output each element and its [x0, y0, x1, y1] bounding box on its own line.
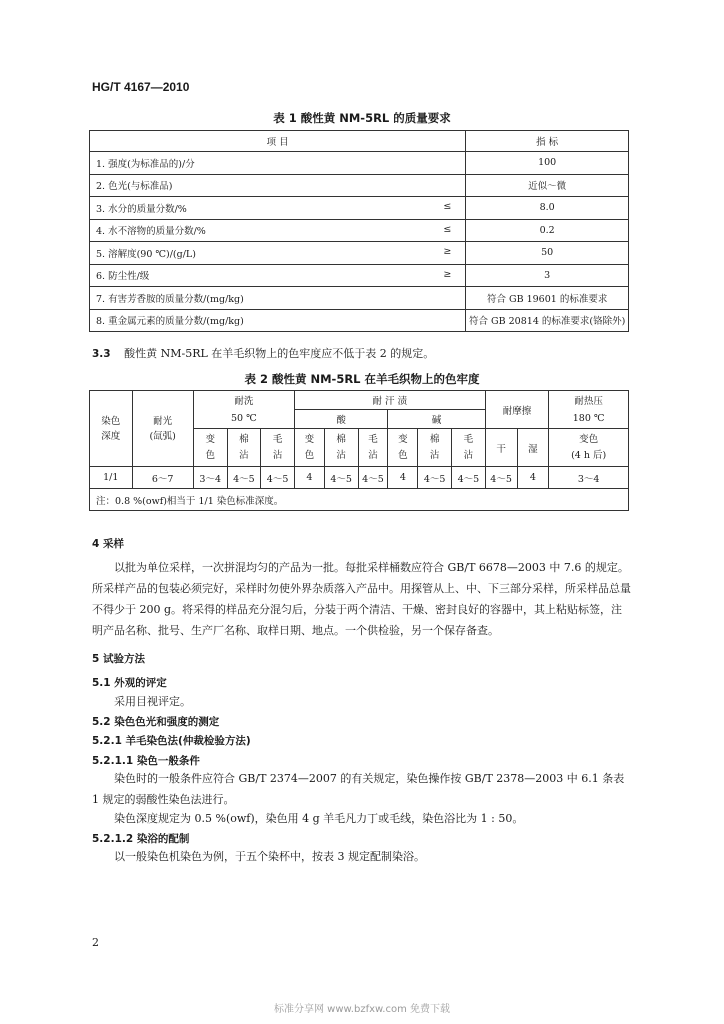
- sub-wool: 毛 沾: [452, 429, 486, 467]
- value-cell: 0.2: [466, 219, 629, 242]
- sub-dry: 干: [485, 429, 517, 467]
- item-label: 3. 水分的质量分数/%: [96, 203, 187, 215]
- table-cell: 4～5: [261, 467, 295, 489]
- table-row: [90, 467, 629, 489]
- table-row: [90, 174, 629, 197]
- section-text: 酸性黄 NM-5RL 在羊毛织物上的色牢度应不低于表 2 的规定。: [124, 347, 435, 360]
- section-number: 3.3: [92, 348, 111, 360]
- item-cell: [90, 219, 466, 242]
- table1-caption: 表 1 酸性黄 NM-5RL 的质量要求: [273, 111, 451, 125]
- value-cell: 100: [466, 152, 629, 175]
- item-cell: [90, 287, 466, 310]
- footer-watermark: 标准分享网 www.bzfxw.com 免费下载: [274, 1004, 450, 1015]
- standard-number: HG/T 4167—2010: [92, 80, 190, 94]
- value-cell: 符合 GB 20814 的标准要求(铬除外): [466, 309, 629, 332]
- sub-wool: 毛 沾: [358, 429, 388, 467]
- relation-symbol: ≤: [443, 201, 452, 212]
- sub-cotton: 棉 沾: [227, 429, 261, 467]
- section-4-paragraph: 以批为单位采样，一次拼混均匀的产品为一批。每批采样桶数应符合 GB/T 6678—2003 中 7.6 的规定。所采样产品的包装必须完好，采样时勿使外界杂质落入产品中。用探管从上、中、下三部分采样，所采样品总量不得少于 200 g。将采得的样品充分混匀后，分装于两个清洁、干燥、密封良好的容器中，其上粘贴标签，注明产品名称、批号、生产厂名称、取样日期、地点。一个供检验，另一个保存备查。: [92, 561, 631, 637]
- header-wash-temp: 50 ℃: [193, 410, 294, 429]
- sub-change: 变 色: [294, 429, 324, 467]
- item-label: 8. 重金属元素的质量分数/(mg/kg): [96, 316, 244, 328]
- table-row: [90, 242, 629, 265]
- relation-symbol: ≥: [443, 268, 452, 280]
- header-index: 指 标: [466, 131, 629, 152]
- relation-symbol: ≥: [443, 246, 452, 257]
- table-note: 注：0.8 %(owf)相当于 1/1 染色标准深度。: [90, 489, 629, 511]
- table-row: [90, 264, 629, 287]
- item-cell: [90, 242, 466, 265]
- table-cell: 4～5: [358, 467, 388, 489]
- value-cell: 50: [466, 242, 629, 265]
- item-label: 2. 色光(与标准品): [96, 181, 173, 193]
- table-cell: 3～4: [549, 467, 629, 489]
- sub-cotton: 棉 沾: [324, 429, 358, 467]
- section-5-2-1-1-paragraph: 染色时的一般条件应符合 GB/T 2374—2007 的有关规定，染色操作按 GB/T 2378—2003 中 6.1 条表 1 规定的弱酸性染色法进行。: [92, 772, 625, 806]
- item-label: 7. 有害芳香胺的质量分数/(mg/kg): [96, 293, 244, 305]
- section-3-3: [92, 345, 434, 361]
- table-cell: 4～5: [418, 467, 452, 489]
- header-light: 耐光 (氙弧): [132, 391, 193, 467]
- sub-cotton: 棉 沾: [418, 429, 452, 467]
- section-5-2-title: 5.2 染色色光和强度的测定: [92, 716, 220, 728]
- section-5-2-1-1-title: 5.2.1.1 染色一般条件: [92, 755, 200, 767]
- section-5-2-1-title: 5.2.1 羊毛染色法(仲裁检验方法): [92, 735, 251, 747]
- item-label: 4. 水不溶物的质量分数/%: [96, 226, 206, 238]
- section-5-2-1-2-title: 5.2.1.2 染浴的配制: [92, 833, 190, 845]
- section-5-1-title: 5.1 外观的评定: [92, 677, 167, 689]
- table-cell: 4: [388, 467, 418, 489]
- sub-change: 变 色: [193, 429, 227, 467]
- table-cell: 4～5: [485, 467, 517, 489]
- item-label: 5. 溶解度(90 ℃)/(g/L): [96, 248, 196, 260]
- item-label: 1. 强度(为标准品的)/分: [96, 158, 195, 170]
- table2-caption: 表 2 酸性黄 NM-5RL 在羊毛织物上的色牢度: [244, 372, 480, 386]
- table-cell: 4: [294, 467, 324, 489]
- section-5-2-1-2-paragraph: 以一般染色机染色为例，于五个染杯中，按表 3 规定配制染浴。: [114, 850, 425, 863]
- value-cell: 近似～微: [466, 174, 629, 197]
- sub-wet: 湿: [517, 429, 549, 467]
- table-row: [90, 309, 629, 332]
- header-wash: 耐洗: [193, 391, 294, 410]
- table-cell: 3～4: [193, 467, 227, 489]
- value-cell: 符合 GB 19601 的标准要求: [466, 287, 629, 310]
- header-rub: 耐摩擦: [485, 391, 549, 429]
- table-row: [90, 152, 629, 175]
- item-cell: [90, 309, 466, 332]
- table-cell: 1/1: [90, 467, 133, 489]
- section-5-title: 5 试验方法: [92, 653, 145, 665]
- section-4-title: 4 采样: [92, 538, 124, 550]
- table-cell: 4～5: [227, 467, 261, 489]
- header-sweat: 耐 汗 渍: [294, 391, 485, 410]
- table-row: [90, 197, 629, 220]
- quality-table: [89, 130, 629, 332]
- header-alkali: 碱: [388, 410, 485, 429]
- table-cell: 4～5: [324, 467, 358, 489]
- section-5-2-1-1-depth: 染色深度规定为 0.5 %(owf)，染色用 4 g 羊毛凡力丁或毛线，染色浴比为 1 : 50。: [114, 812, 524, 825]
- header-item: 项 目: [90, 131, 466, 152]
- table-row: [90, 287, 629, 310]
- table-cell: 4: [517, 467, 549, 489]
- table-cell: 4～5: [452, 467, 486, 489]
- table-header-row: [90, 131, 629, 152]
- section-5-1-paragraph: 采用目视评定。: [114, 695, 191, 708]
- sub-change: 变 色: [388, 429, 418, 467]
- sub-heat-change: 变色 (4 h 后): [549, 429, 629, 467]
- header-heat-temp: 180 ℃: [549, 410, 629, 429]
- table-cell: 6～7: [132, 467, 193, 489]
- item-cell: [90, 197, 466, 220]
- table-row: [90, 219, 629, 242]
- header-depth: 染色 深度: [90, 391, 133, 467]
- item-cell: [90, 264, 466, 287]
- header-acid: 酸: [294, 410, 388, 429]
- value-cell: 8.0: [466, 197, 629, 220]
- relation-symbol: ≤: [443, 223, 452, 235]
- header-heat: 耐热压: [549, 391, 629, 410]
- item-cell: [90, 174, 466, 197]
- page-number: 2: [92, 936, 99, 949]
- item-cell: [90, 152, 466, 175]
- fastness-table: [89, 390, 629, 511]
- item-label: 6. 防尘性/级: [96, 271, 150, 283]
- value-cell: 3: [466, 264, 629, 287]
- sub-wool: 毛 沾: [261, 429, 295, 467]
